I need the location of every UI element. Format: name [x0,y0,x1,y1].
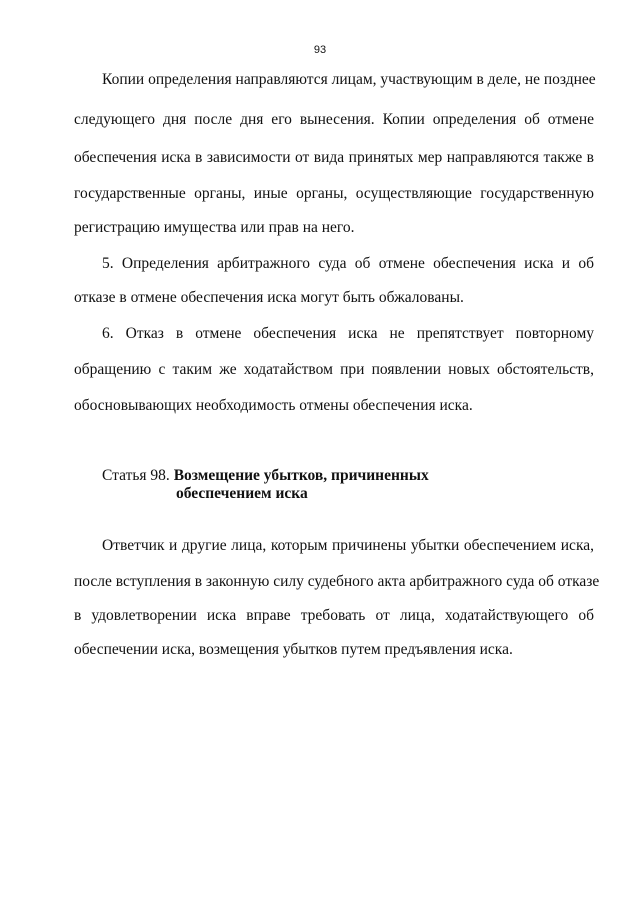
paragraph-5-line-1: 5. Определения арбитражного суда об отмене обеспечения иска и об [102,255,594,272]
paragraph-6-line-2: обращению с таким же ходатайством при появлении новых обстоятельств, [74,361,594,378]
page-number: 93 [313,44,327,56]
article-paragraph-line-4: обеспечении иска, возмещения убытков путем предъявления иска. [74,641,513,658]
article-title-line-2: обеспечением иска [176,485,308,502]
article-paragraph-line-2: после вступления в законную силу судебного акта арбитражного суда об отказе [74,573,600,590]
article-paragraph-line-1: Ответчик и другие лица, которым причинены убытки обеспечением иска, [102,537,594,554]
paragraph-6-line-1: 6. Отказ в отмене обеспечения иска не препятствует повторному [102,325,594,342]
paragraph-6-line-3: обосновывающих необходимость отмены обеспечения иска. [74,397,473,414]
paragraph-1-line-2: следующего дня после дня его вынесения. Копии определения об отмене [74,111,594,128]
article-title-line-1: Возмещение убытков, причиненных [173,467,429,484]
paragraph-1-line-4: государственные органы, иные органы, осуществляющие государственную [74,185,594,202]
paragraph-1-line-5: регистрацию имущества или прав на него. [74,219,355,236]
paragraph-1-line-1: Копии определения направляются лицам, участвующим в деле, не позднее [102,71,596,88]
article-paragraph-line-3: в удовлетворении иска вправе требовать от лица, ходатайствующего об [74,607,594,624]
paragraph-5-line-2: отказе в отмене обеспечения иска могут быть обжалованы. [74,289,464,306]
article-heading [102,466,429,486]
paragraph-1-line-3: обеспечения иска в зависимости от вида принятых мер направляются также в [74,149,594,166]
article-label: Статья 98. [102,467,170,484]
